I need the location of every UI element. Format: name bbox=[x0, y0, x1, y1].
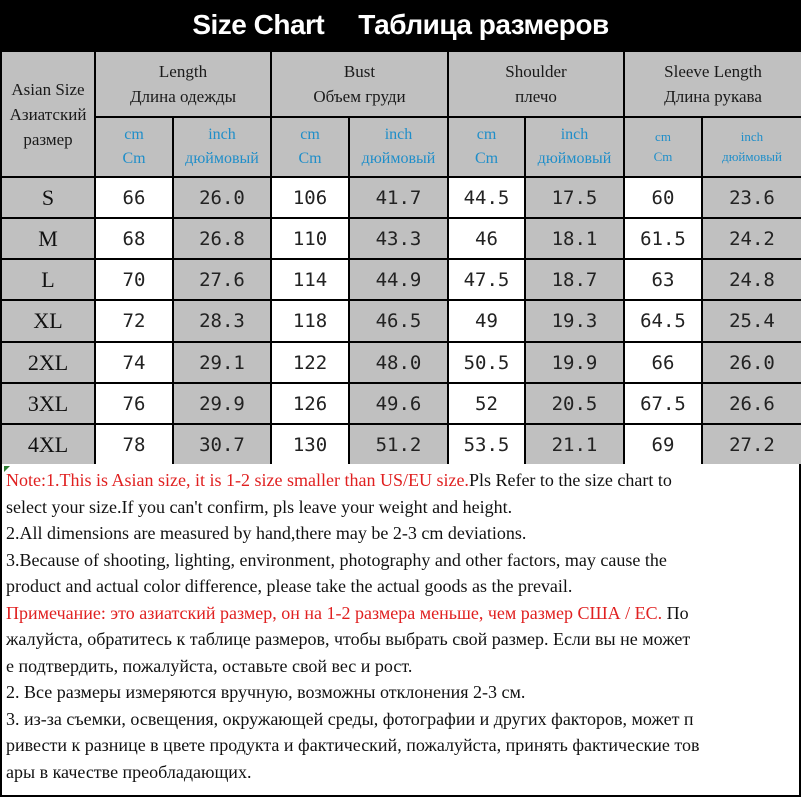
value-cell bbox=[96, 219, 172, 258]
value-text: 23.6 bbox=[729, 186, 775, 209]
unit-cm-label: Cm bbox=[298, 150, 322, 167]
value-text: 24.8 bbox=[729, 268, 775, 291]
value-text: 49 bbox=[475, 310, 498, 332]
note-line-1 bbox=[6, 470, 672, 491]
unit-inch-label: inch bbox=[384, 126, 413, 143]
note-1-rest: Pls Refer to the size chart to bbox=[468, 470, 672, 490]
value-text: 19.9 bbox=[551, 351, 598, 374]
value-cell bbox=[272, 178, 348, 217]
unit-inch-header bbox=[174, 118, 270, 176]
notes-section bbox=[0, 464, 801, 797]
group-label-en: Shoulder bbox=[505, 62, 567, 81]
value-text: 46 bbox=[475, 227, 498, 250]
group-header-1 bbox=[272, 52, 447, 116]
value-cell bbox=[350, 384, 447, 423]
value-cell bbox=[703, 301, 801, 341]
value-cell bbox=[350, 343, 447, 382]
group-label-ru: плечо bbox=[515, 87, 557, 106]
unit-cm-label: Cm bbox=[122, 150, 146, 167]
size-label: XL bbox=[33, 308, 63, 333]
value-text: 26.6 bbox=[729, 392, 775, 415]
value-cell bbox=[272, 260, 348, 299]
value-cell bbox=[449, 384, 524, 423]
value-text: 24.2 bbox=[729, 227, 775, 250]
notes-border bbox=[0, 464, 801, 797]
title-ru: Таблица размеров bbox=[358, 9, 609, 40]
size-label: 3XL bbox=[27, 390, 69, 416]
value-cell bbox=[449, 425, 524, 464]
group-label-ru: Объем груди bbox=[313, 87, 406, 106]
value-cell bbox=[625, 343, 701, 382]
value-cell bbox=[526, 260, 623, 299]
value-cell bbox=[703, 384, 801, 423]
unit-cm-header bbox=[625, 118, 701, 176]
value-text: 61.5 bbox=[640, 227, 686, 250]
value-cell bbox=[350, 219, 447, 258]
value-text: 29.1 bbox=[199, 351, 245, 374]
value-text: 18.1 bbox=[551, 227, 598, 250]
unit-cm-header bbox=[272, 118, 348, 176]
value-cell bbox=[272, 425, 348, 464]
unit-inch-header bbox=[703, 118, 801, 176]
asian-size-header bbox=[2, 52, 94, 176]
value-text: 126 bbox=[292, 392, 328, 415]
group-header-2 bbox=[449, 52, 623, 116]
note-line-9: 2. Все размеры измеряются вручную, возможны отклонения 2-3 см. bbox=[6, 682, 526, 702]
unit-inch-label: дюймовый bbox=[185, 150, 259, 167]
value-cell bbox=[703, 425, 801, 464]
note-line-12: ары в качестве преобладающих. bbox=[6, 762, 252, 782]
size-label: L bbox=[41, 266, 55, 292]
asian-size-label: Азиатский bbox=[9, 104, 87, 124]
value-cell bbox=[174, 260, 270, 299]
value-text: 26.0 bbox=[729, 351, 775, 374]
value-text: 76 bbox=[122, 392, 146, 415]
note-6-rest: По bbox=[662, 603, 689, 623]
value-cell bbox=[96, 384, 172, 423]
value-cell bbox=[174, 219, 270, 258]
unit-cm-header bbox=[449, 118, 524, 176]
value-text: 72 bbox=[122, 310, 146, 332]
value-text: 47.5 bbox=[463, 268, 510, 291]
value-text: 28.3 bbox=[199, 310, 245, 332]
note-line-7: жалуйста, обратитесь к таблице размеров, чтобы выбрать свой размер. Если вы не может bbox=[6, 629, 691, 649]
size-cell bbox=[2, 219, 94, 258]
unit-cm-label: cm bbox=[300, 126, 320, 143]
value-cell bbox=[174, 178, 270, 217]
value-text: 69 bbox=[651, 433, 675, 456]
size-label: 4XL bbox=[27, 431, 69, 457]
group-label-ru: Длина одежды bbox=[129, 87, 237, 106]
unit-inch-label: дюймовый bbox=[361, 150, 436, 167]
value-cell bbox=[96, 343, 172, 382]
value-cell bbox=[272, 384, 348, 423]
value-cell bbox=[174, 301, 270, 341]
value-cell bbox=[350, 178, 447, 217]
size-label: 2XL bbox=[27, 349, 69, 375]
value-text: 66 bbox=[651, 351, 675, 374]
unit-inch-label: inch bbox=[740, 129, 764, 144]
value-text: 43.3 bbox=[375, 227, 422, 250]
value-text: 130 bbox=[292, 433, 328, 456]
value-cell bbox=[526, 343, 623, 382]
title-en: Size Chart bbox=[192, 9, 325, 40]
unit-inch-header bbox=[350, 118, 447, 176]
note-line-6 bbox=[6, 603, 689, 624]
unit-cm-label: Cm bbox=[474, 150, 499, 167]
value-text: 53.5 bbox=[463, 433, 510, 456]
value-cell bbox=[272, 343, 348, 382]
value-text: 114 bbox=[292, 268, 328, 291]
size-cell bbox=[2, 343, 94, 382]
value-cell bbox=[526, 219, 623, 258]
unit-inch-header bbox=[526, 118, 623, 176]
value-cell bbox=[174, 384, 270, 423]
value-cell bbox=[526, 301, 623, 341]
value-cell bbox=[272, 301, 348, 341]
value-text: 60 bbox=[651, 186, 675, 209]
note-line-11: ривести к разнице в цвете продукта и фактический, пожалуйста, принять фактические тов bbox=[6, 735, 700, 755]
value-text: 46.5 bbox=[375, 310, 422, 332]
value-cell bbox=[703, 219, 801, 258]
value-text: 20.5 bbox=[551, 392, 598, 415]
value-text: 29.9 bbox=[199, 392, 245, 415]
group-header-3 bbox=[625, 52, 801, 116]
value-text: 21.1 bbox=[551, 433, 598, 456]
size-label: S bbox=[41, 184, 55, 210]
value-text: 63 bbox=[651, 268, 675, 291]
group-label-en: Length bbox=[158, 62, 208, 81]
value-text: 30.7 bbox=[199, 433, 245, 456]
size-cell bbox=[2, 425, 94, 464]
note-line-2: select your size.If you can't confirm, pls leave your weight and height. bbox=[6, 497, 513, 517]
value-text: 70 bbox=[122, 268, 146, 291]
value-text: 50.5 bbox=[463, 351, 510, 374]
value-text: 41.7 bbox=[375, 186, 422, 209]
value-text: 49.6 bbox=[375, 392, 422, 415]
value-cell bbox=[625, 219, 701, 258]
value-text: 44.9 bbox=[375, 268, 422, 291]
value-cell bbox=[96, 260, 172, 299]
unit-cm-label: cm bbox=[124, 126, 144, 143]
value-cell bbox=[449, 260, 524, 299]
note-line-4: 3.Because of shooting, lighting, environment, photography and other factors, may cause the bbox=[6, 550, 667, 570]
title-bar bbox=[0, 0, 801, 50]
size-cell bbox=[2, 301, 94, 341]
value-text: 74 bbox=[122, 351, 146, 374]
unit-inch-label: inch bbox=[208, 126, 236, 143]
value-cell bbox=[625, 260, 701, 299]
unit-cm-label: Cm bbox=[653, 149, 673, 164]
note-line-5: product and actual color difference, please take the actual goods as the prevail. bbox=[6, 576, 573, 596]
value-cell bbox=[703, 260, 801, 299]
value-cell bbox=[625, 384, 701, 423]
value-cell bbox=[272, 219, 348, 258]
value-text: 52 bbox=[475, 392, 498, 415]
value-cell bbox=[350, 425, 447, 464]
value-cell bbox=[174, 425, 270, 464]
value-text: 122 bbox=[292, 351, 328, 374]
size-label: M bbox=[38, 225, 58, 251]
value-cell bbox=[703, 343, 801, 382]
unit-cm-label: cm bbox=[476, 126, 497, 143]
value-text: 18.7 bbox=[551, 268, 598, 291]
value-text: 66 bbox=[122, 186, 146, 209]
value-cell bbox=[625, 425, 701, 464]
unit-inch-label: дюймовый bbox=[722, 149, 782, 164]
value-text: 64.5 bbox=[640, 310, 686, 332]
value-text: 67.5 bbox=[640, 392, 686, 415]
group-label-en: Sleeve Length bbox=[664, 62, 762, 81]
asian-size-label: Asian Size bbox=[11, 79, 85, 99]
value-cell bbox=[449, 219, 524, 258]
size-cell bbox=[2, 260, 94, 299]
note-line-3: 2.All dimensions are measured by hand,there may be 2-3 cm deviations. bbox=[6, 523, 527, 543]
value-text: 78 bbox=[122, 433, 146, 456]
value-text: 44.5 bbox=[463, 186, 510, 209]
size-table bbox=[0, 50, 801, 464]
unit-cm-header bbox=[96, 118, 172, 176]
group-header-0 bbox=[96, 52, 270, 116]
value-cell bbox=[526, 425, 623, 464]
value-cell bbox=[350, 301, 447, 341]
value-text: 27.2 bbox=[729, 433, 775, 456]
value-text: 118 bbox=[292, 310, 328, 332]
unit-cm-label: cm bbox=[655, 129, 671, 144]
value-cell bbox=[449, 178, 524, 217]
value-cell bbox=[703, 178, 801, 217]
value-text: 19.3 bbox=[551, 310, 598, 332]
value-cell bbox=[625, 301, 701, 341]
group-label-ru: Длина рукава bbox=[664, 87, 762, 106]
value-cell bbox=[449, 343, 524, 382]
note-6-highlight: Примечание: это азиатский размер, он на 1-2 размера меньше, чем размер США / ЕС. bbox=[6, 603, 663, 623]
value-cell bbox=[96, 301, 172, 341]
value-cell bbox=[350, 260, 447, 299]
value-cell bbox=[526, 178, 623, 217]
value-cell bbox=[526, 384, 623, 423]
value-text: 106 bbox=[292, 186, 328, 209]
value-cell bbox=[449, 301, 524, 341]
value-text: 110 bbox=[292, 227, 328, 250]
note-1-highlight: Note:1.This is Asian size, it is 1-2 size smaller than US/EU size. bbox=[6, 470, 469, 490]
note-line-10: 3. из-за съемки, освещения, окружающей среды, фотографии и других факторов, может п bbox=[6, 709, 694, 729]
value-cell bbox=[174, 343, 270, 382]
value-text: 27.6 bbox=[199, 268, 245, 291]
value-text: 25.4 bbox=[729, 310, 775, 332]
value-cell bbox=[625, 178, 701, 217]
note-line-8: е подтвердить, пожалуйста, оставьте свой вес и рост. bbox=[6, 656, 413, 676]
value-text: 48.0 bbox=[375, 351, 422, 374]
size-cell bbox=[2, 178, 94, 217]
value-text: 17.5 bbox=[551, 186, 598, 209]
asian-size-label: размер bbox=[23, 129, 73, 149]
unit-inch-label: дюймовый bbox=[537, 150, 612, 167]
value-cell bbox=[96, 425, 172, 464]
value-cell bbox=[96, 178, 172, 217]
value-text: 26.8 bbox=[199, 227, 245, 250]
value-text: 68 bbox=[122, 227, 146, 250]
value-text: 26.0 bbox=[199, 186, 245, 209]
group-label-en: Bust bbox=[343, 62, 376, 81]
value-text: 51.2 bbox=[375, 433, 422, 456]
size-cell bbox=[2, 384, 94, 423]
unit-inch-label: inch bbox=[560, 126, 589, 143]
